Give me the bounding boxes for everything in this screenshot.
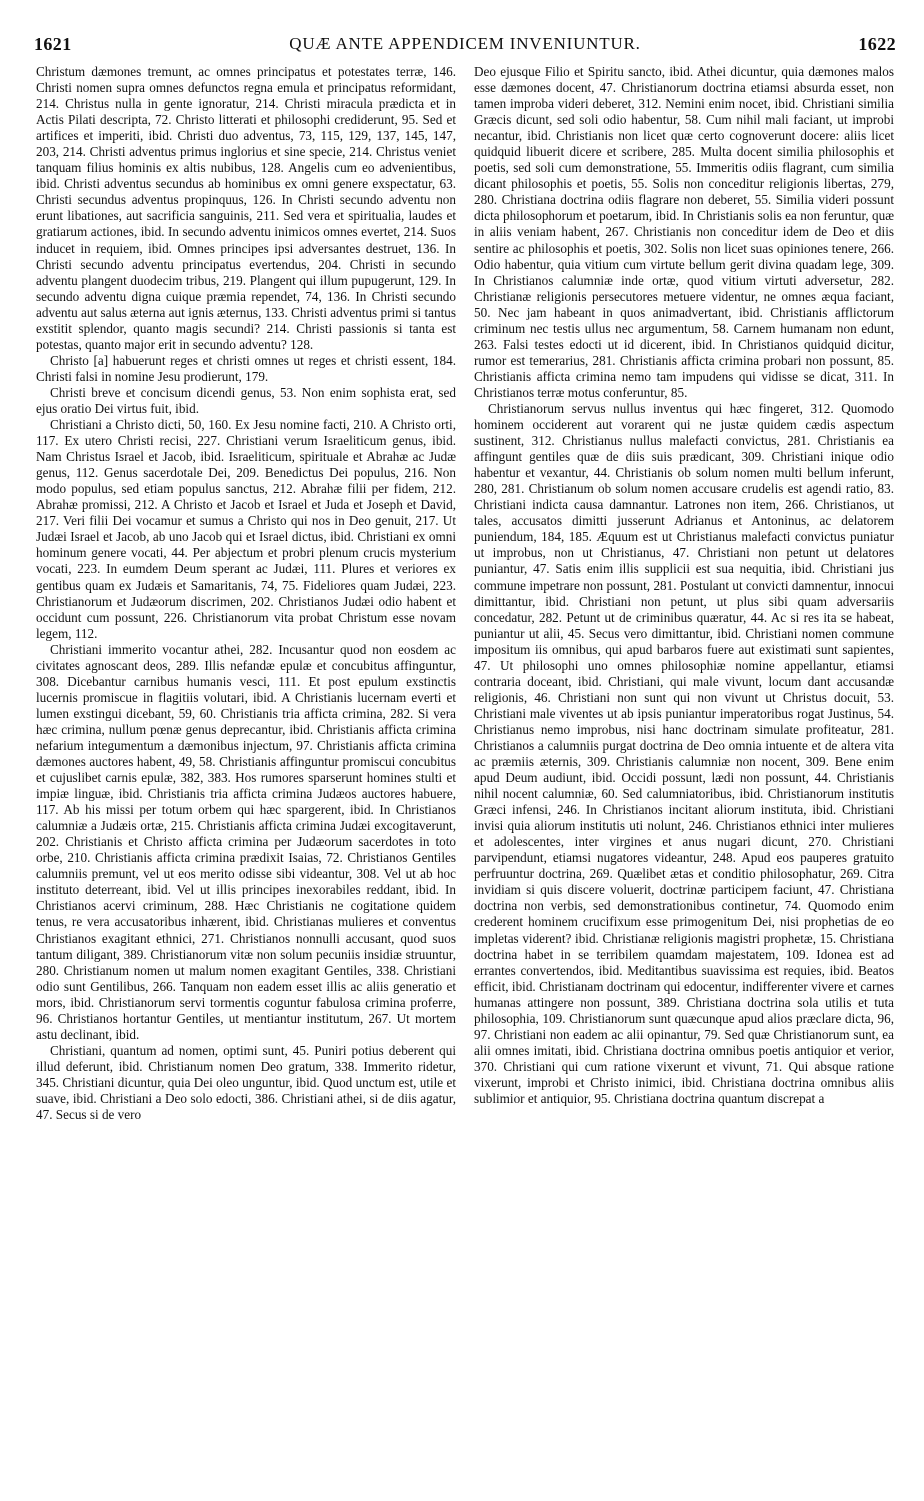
index-entry: Christiani immerito vocantur athei, 282. Incusantur quod non eosdem ac civitates agnoscant deos, 289. Illis nefandæ epulæ et concubitus affinguntur, 308. Dicebantur carnibus humanis vesci, 111. Et post epulum exstinctis lucernis promiscue in flagitiis volutari, ibid. A Christianis lucernam everti et lumen exstingui dicebant, 59, 60. Christianis tria afficta crimina, 282. Si vera hæc crimina, nullum pœnæ genus deprecantur, ibid. Christianis afficta crimina nefarium integumentum a dæmonibus injectum, 97. Christianis afficta crimina dæmones auctores habent, 49, 58. Christianis affinguntur promiscui concubitus et cujuslibet carnis epulæ, 382, 383. Hos rumores sparserunt homines stulti et impiæ linguæ, ibid. Christianis tria afficta crimina Judæos auctores habuere, 117. Ab his missi per totum orbem qui hæc spargerent, ibid. In Christianos calumniæ a Judæis ortæ, 215. Christianis afficta crimina Judæi excogitaverunt, 202. Christianis et Christo afficta crimina per Judæorum sacerdotes in toto orbe, 210. Christianis afficta crimina prædixit Isaias, 72. Christianos Gentiles calumniis premunt, vel ut eos merito odisse sibi videantur, 308. Vel ut ab hoc instituto deterreant, ibid. Vel ut illis principes inexorabiles reddant, ibid. In Christianos acervi criminum, 288. Hæc Christianis ne cogitatione quidem tenus, re vera accusatoribus inhærent, ibid. Christianas mulieres et conventus Christianos exagitant ethnici, 271. Christianos nonnulli accusant, quod suos tantum diligant, 389. Christianorum vitæ non solum pecuniis insidiæ struuntur, 280. Christianum nomen ut malum nomen exagitant Gentiles, 338. Christiani odio sunt Gentilibus, 266. Tanquam non eadem esset illis ac aliis generatio et mors, ibid. Christianorum servi tormentis coguntur fabulosa crimina proferre, 96. Christianos hortantur Gentiles, ut mentiantur institutum, 267. Ut mortem astu declinant, ibid.	[36, 641, 456, 1042]
left-column	[36, 64, 456, 1494]
left-page-number: 1621	[34, 34, 72, 54]
page-header	[34, 34, 896, 58]
index-entry: Christiani, quantum ad nomen, optimi sunt, 45. Puniri potius deberent qui illud deferunt, ibid. Christianum nomen Deo gratum, 338. Immerito ridetur, 345. Christiani dicuntur, quia Dei oleo unguntur, ibid. Quod unctum est, utile et suave, ibid. Christiani a Deo solo edocti, 386. Christiani athei, si de diis agatur, 47. Secus si de vero	[36, 1042, 456, 1123]
index-entry: Deo ejusque Filio et Spiritu sancto, ibid. Athei dicuntur, quia dæmones malos esse dæmones docent, 47. Christianorum doctrina etiamsi absurda esset, non tamen improba videri deberet, 312. Nemini enim nocet, ibid. Christiani similia Græcis dicunt, sed soli odio habentur, 58. Cum nihil mali faciant, ut improbi necantur, ibid. Christianis non licet quæ certo cognoverunt docere: aliis licet quidquid libuerit dicere et scribere, 285. Multa docent similia philosophis et poetis, sed soli cum demonstratione, 55. Immeritis odiis flagrant, cum similia dicant philosophis et poetis, 55. Solis non conceditur religionis libertas, 279, 280. Christiana doctrina odiis flagrare non deberet, 55. Similia videri possunt dicta philosophorum et poetarum, ibid. In Christianis solis ea non feruntur, quæ in aliis veniam habent, 267. Christianis non conceditur idem de Deo et diis sentire ac philosophis et poetis, 302. Solis non licet suas opiniones tenere, 266. Odio habentur, quia vitium cum virtute bellum gerit divina quadam lege, 309. In Christianos calumniæ inde ortæ, quod vitium virtuti adversetur, 282. Christianæ religionis persecutores metuere videntur, ne omnes æqua faciant, 50. Nec jam habeant in quos animadvertant, ibid. Christianis afflictorum criminum nec testis ullus nec argumentum, 58. Carnem humanam non edunt, 263. Falsi testes edocti ut id dicerent, ibid. In Christianos quidquid dicitur, rumor est temerarius, 281. Christianis afficta crimina probari non possunt, 85. Christianis afficta crimina nemo tam impudens qui vidisse se dicat, 311. In Christianos terræ motus conferuntur, 85.	[474, 64, 894, 400]
page-title: QUÆ ANTE APPENDICEM INVENIUNTUR.	[289, 34, 641, 53]
index-entry: Christiani a Christo dicti, 50, 160. Ex Jesu nomine facti, 210. A Christo orti, 117. Ex utero Christi recisi, 227. Christiani verum Israeliticum genus, ibid. Nam Christus Israel et Jacob, ibid. Israeliticum, spirituale et Abrahæ ac Judæ genus, 112. Genus sacerdotale Dei, 209. Benedictus Dei populus, 216. Non modo populus, sed etiam populus sanctus, 212. Abrahæ filii per fidem, 212. Abrahæ promissi, 212. A Christo et Jacob et Israel et Juda et Joseph et David, 217. Veri filii Dei vocamur et sumus a Christo qui nos in Deo genuit, 217. Ut Judæi Israel et Jacob, ab uno Jacob qui et Israel dictus, ibid. Christiani ex omni hominum genere vocati, 44. Per abjectum et probri plenum crucis mysterium vocati, 223. In eumdem Deum sperant ac Judæi, 111. Plures et veriores ex gentibus quam ex Judæis et Samaritanis, 74, 75. Fideliores quam Judæi, 223. Christianorum et Judæorum discrimen, 202. Christianos Judæi odio habent et occidunt cum possunt, 226. Christianorum vita probat Christum esse novam legem, 112.	[36, 417, 456, 641]
index-entry: Christianorum servus nullus inventus qui hæc fingeret, 312. Quomodo hominem occiderent aut vorarent qui ne justæ quidem cædis aspectum sustinent, 312. Christianus nullus malefacti convictus, 281. Christianis ea affingunt gentiles quæ de diis suis prædicant, 309. Christiani inique odio habentur et vexantur, 44. Christianis ob solum nomen multi bellum inferunt, 280, 281. Christianum ob solum nomen accusare crudelis est agendi ratio, 83. Christiani indicta causa damnantur. Latrones non item, 266. Christianos, ut tales, accusatos dimitti jusserunt Adrianus et Antoninus, ac delatorem puniendum, 184, 185. Æquum est ut Christianus malefacti convictus puniatur ut improbus, non ut Christianus, 47. Christiani non petunt ut delatores puniantur, 47. Satis enim illis supplicii est sua nequitia, ibid. Christiani jus commune impetrare non possunt, 281. Postulant ut convicti damnentur, innocui dimittantur, ibid. Christiani non petunt, ut plus sibi quam adversariis concedatur, 282. Petunt ut de criminibus quæratur, 44. Ac si res ita se habeat, puniantur ut alii, 45. Secus vero dimittantur, ibid. Christiani nomen commune impositum iis omnibus, qui apud barbaros fuere aut existimati sunt sapientes, 47. Ut philosophi uno omnes philosophiæ nomine appellantur, etiamsi contraria doceant, ibid. Christiani, qui male vivunt, locum dant accusandæ religionis, 46. Christiani non sunt qui non vivunt ut Christus docuit, 53. Christiani male viventes ut ab ipsis puniantur imperatoribus rogat Justinus, 54. Christianus nemo improbus, nisi hanc doctrinam simulate profiteatur, 281. Christianos a calumniis purgat doctrina de Deo omnia intuente et de altera vita ac præmiis æternis, 309. Christianis calumniæ non nocent, 309. Bene enim apud Deum audiunt, ibid. Occidi possunt, lædi non possunt, 44. Christianis nihil nocent calumniæ, 60. Sed calumniatoribus, ibid. Christianorum institutis Græci infensi, 246. In Christianos incitant aliorum instituta, ibid. Christiani invisi quia aliorum institutis uti nolunt, 246. Christianos ethnici inter mulieres et adolescentes, inter virgines et anus nugari dicunt, 270. Christiani parvipendunt, etiamsi nugatores videantur, 248. Apud eos pauperes gratuito perfruuntur doctrina, 269. Quælibet ætas et conditio philosophatur, 269. Citra invidiam si quis discere voluerit, doctrinæ participem faciunt, 47. Christiana doctrina non verbis, sed demonstrationibus continetur, 74. Quomodo enim crederent hominem crucifixum esse primogenitum Dei, nisi prophetias de eo impletas viderent? ibid. Christianæ religionis magistri prophetæ, 15. Christiana doctrina habet in se terribilem quamdam majestatem, 109. Idonea est ad errantes convertendos, ibid. Meditantibus suavissima est requies, ibid. Beatos efficit, ibid. Christianam doctrinam qui edocentur, indifferenter vivere et carnes humanas attingere non possunt, 389. Christiana doctrina sola utilis et tuta philosophia, 109. Christianorum sunt quæcunque apud alios præclare dicta, 96, 97. Christiani non eadem ac alii opinantur, 79. Sed quæ Christianorum sunt, ea alii omnes imitati, ibid. Christiana doctrina omnibus poetis antiquior et verior, 370. Christiani qui cum ratione vixerunt et vivunt, 71. Qui absque ratione vixerunt, improbi et Christo inimici, ibid. Christiana doctrina omnibus aliis sublimior et antiquior, 95. Christiana doctrina quantum discrepat a	[474, 400, 894, 1106]
right-page-number: 1622	[858, 34, 896, 54]
index-entry: Christum dæmones tremunt, ac omnes principatus et potestates terræ, 146. Christi nomen supra omnes defunctos regna emula et principatus reformidant, 214. Christus nulla in gente ignoratur, 214. Christi miracula prædicta et in Actis Pilati descripta, 72. Christo litterati et philosophi crediderunt, 95. Sed et artifices et imperiti, ibid. Christi duo adventus, 73, 115, 129, 137, 145, 147, 203, 214. Christi adventus primus inglorius et sine specie, 214. Christus veniet tanquam filius hominis ex altis nubibus, 128. Angelis cum eo advenientibus, ibid. Christi adventus secundus ab hominibus ex omni genere exspectatur, 63. Christi secundus adventus propinquus, 126. In Christi secundo adventu non erunt libationes, aut sacrificia sanguinis, 211. Sed vera et spiritualia, laudes et gratiarum actiones, ibid. In secundo adventu inimicos omnes evertet, 214. Suos inducet in requiem, ibid. Omnes principes ipsi adversantes destruet, 136. In Christi secundo adventu principatus evertendus, 204. Christi in secundo adventu plangent duodecim tribus, 219. Plangent qui illum pupugerunt, 129. In secundo adventu digna cuique præmia rependet, 74, 136. In Christi secundo adventu aut salus æterna aut ignis æternus, 133. Christi adventus primi si tantus exstitit splendor, quanto magis secundi? 214. Christi passionis si tanta est potestas, quanto major erit in secundo adventu? 128.	[36, 64, 456, 352]
right-column	[474, 64, 894, 1494]
index-entry: Christi breve et concisum dicendi genus, 53. Non enim sophista erat, sed ejus oratio Dei virtus fuit, ibid.	[36, 384, 456, 416]
index-entry: Christo [a] habuerunt reges et christi omnes ut reges et christi essent, 184. Christi falsi in nomine Jesu prodierunt, 179.	[36, 352, 456, 384]
